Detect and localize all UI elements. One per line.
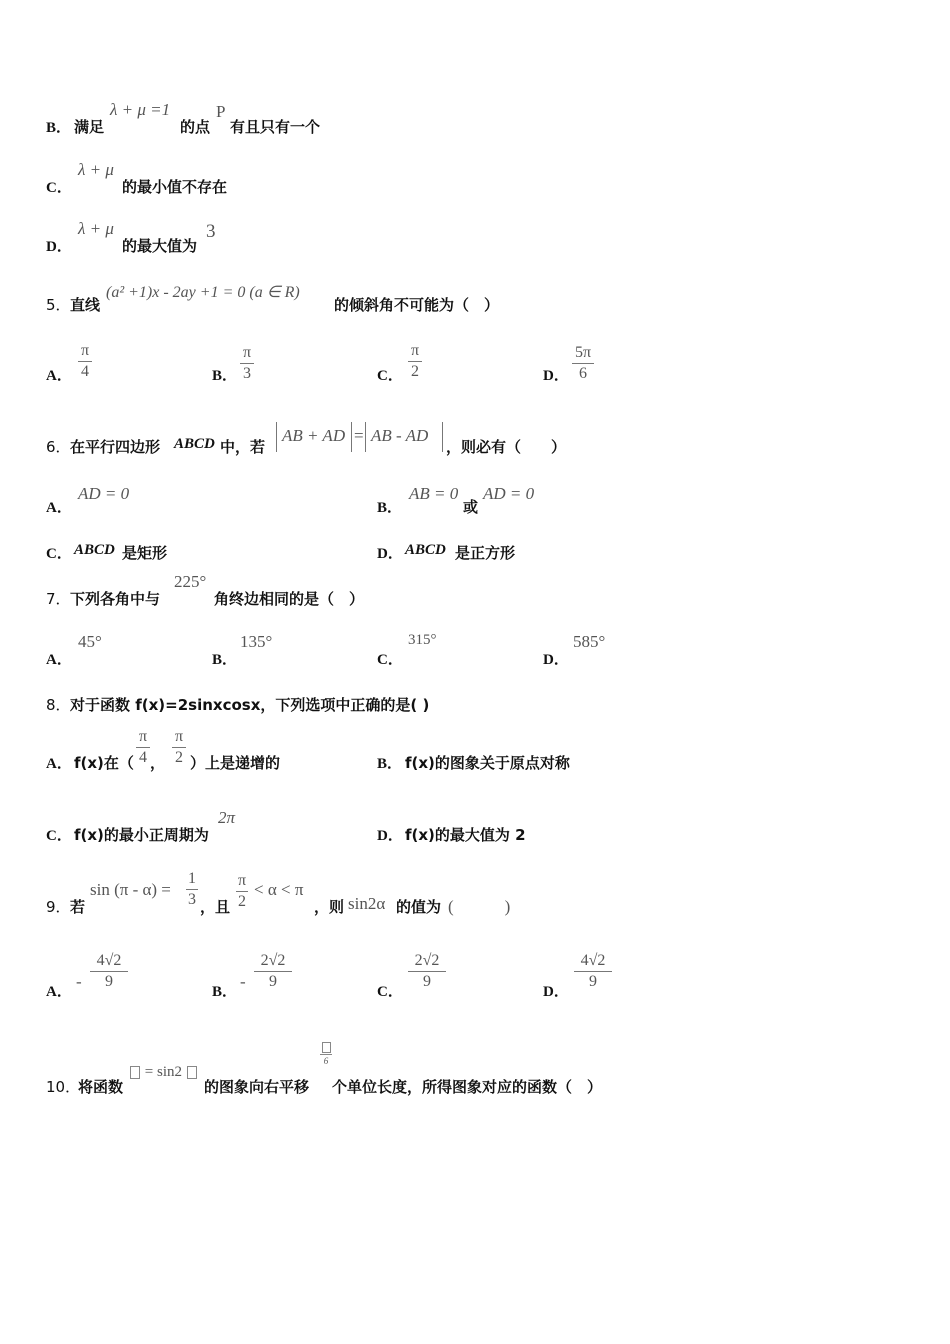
question-text: 下列各角中与 bbox=[70, 590, 161, 608]
question-number: 7． bbox=[46, 590, 71, 608]
option-text: 满足 bbox=[74, 118, 105, 136]
question-text: 中，若 bbox=[220, 438, 266, 456]
question-text: 的倾斜角不可能为（ ） bbox=[334, 296, 500, 314]
option-text: 的点 bbox=[180, 118, 211, 136]
math-expression: AD = 0 bbox=[78, 484, 130, 503]
question-text: 若 bbox=[70, 898, 86, 916]
option-letter: D． bbox=[543, 368, 569, 384]
shape-name: ABCD bbox=[405, 542, 446, 558]
fraction: π 2 bbox=[172, 728, 186, 767]
option-text: 的最小值不存在 bbox=[122, 178, 228, 196]
option-value: 45° bbox=[78, 632, 102, 651]
option-c-fraction: π 2 bbox=[408, 342, 422, 381]
math-expression: λ + μ =1 bbox=[110, 100, 171, 119]
question-number: 6． bbox=[46, 438, 71, 456]
placeholder-glyph bbox=[187, 1066, 197, 1079]
option-a-fraction: π 4 bbox=[78, 342, 92, 381]
option-letter: D． bbox=[543, 984, 569, 1000]
option-letter: A． bbox=[46, 652, 72, 668]
option-letter: C． bbox=[46, 828, 72, 844]
question-number: 8． bbox=[46, 696, 71, 714]
question-text: 将函数 bbox=[78, 1078, 124, 1096]
option-text: 是矩形 bbox=[122, 544, 168, 562]
option-letter: B． bbox=[212, 652, 238, 668]
option-letter: D． bbox=[543, 652, 569, 668]
option-letter: C． bbox=[377, 984, 403, 1000]
option-letter: B． bbox=[212, 984, 238, 1000]
answer-paren: ( ) bbox=[448, 897, 511, 916]
math-expression: λ + μ bbox=[78, 160, 114, 179]
option-text: ， bbox=[150, 754, 166, 772]
question-number: 5． bbox=[46, 296, 71, 314]
math-expression: sin (π - α) = bbox=[90, 880, 171, 899]
math-expression: 3 bbox=[206, 221, 216, 242]
math-expression: < α < π bbox=[254, 880, 304, 899]
abs-bar bbox=[442, 422, 443, 452]
option-value: 315° bbox=[408, 632, 437, 648]
option-letter: A． bbox=[46, 984, 72, 1000]
question-text: 直线 bbox=[70, 296, 101, 314]
option-sign: - bbox=[240, 972, 246, 991]
option-letter: D． bbox=[377, 828, 403, 844]
shape-name: ABCD bbox=[174, 436, 215, 452]
option-value: 135° bbox=[240, 632, 273, 651]
option-letter: D． bbox=[46, 239, 72, 255]
math-expression: AB = 0 bbox=[409, 484, 459, 503]
option-c-fraction: 2√2 9 bbox=[408, 952, 446, 991]
question-text: ，则必有（ ） bbox=[446, 438, 567, 456]
math-expression: AD = 0 bbox=[483, 484, 535, 503]
question-text: ，则 bbox=[314, 898, 345, 916]
function-expression bbox=[130, 1062, 197, 1081]
question-text: 在平行四边形 bbox=[70, 438, 161, 456]
option-text: 或 bbox=[463, 498, 479, 516]
option-text: f(x)在（ bbox=[74, 754, 134, 772]
option-text: 的最大值为 bbox=[122, 237, 198, 255]
option-text: f(x)的最大值为 2 bbox=[405, 826, 526, 844]
abs-bar bbox=[351, 422, 352, 452]
option-letter: A． bbox=[46, 368, 72, 384]
math-expression: (a² +1)x - 2ay +1 = 0 (a ∈ R) bbox=[106, 284, 300, 301]
option-text: f(x)的图象关于原点对称 bbox=[405, 754, 570, 772]
question-number: 10． bbox=[46, 1078, 81, 1096]
question-text: 角终边相同的是（ ） bbox=[214, 590, 365, 608]
option-letter: A． bbox=[46, 756, 72, 772]
option-letter: C． bbox=[377, 368, 403, 384]
option-b-fraction: 2√2 9 bbox=[254, 952, 292, 991]
question-number: 9． bbox=[46, 898, 71, 916]
option-text: f(x)的最小正周期为 bbox=[74, 826, 209, 844]
option-text: 有且只有一个 bbox=[230, 118, 321, 136]
option-text: 是正方形 bbox=[455, 544, 516, 562]
option-letter: C． bbox=[46, 546, 72, 562]
math-expression: = sin2 bbox=[144, 1064, 182, 1080]
fraction: π 4 bbox=[136, 728, 150, 767]
placeholder-glyph bbox=[130, 1066, 140, 1079]
option-value: 585° bbox=[573, 632, 606, 651]
question-text: 的图象向右平移 bbox=[204, 1078, 310, 1096]
option-letter: D． bbox=[377, 546, 403, 562]
math-expression: 225° bbox=[174, 572, 207, 591]
fraction-denominator: 6 bbox=[323, 1056, 329, 1066]
math-expression: = bbox=[354, 426, 364, 445]
question-text: 的值为 bbox=[396, 898, 442, 916]
abs-bar bbox=[365, 422, 366, 452]
option-a-fraction: 4√2 9 bbox=[90, 952, 128, 991]
abs-bar bbox=[276, 422, 277, 452]
math-expression: sin2α bbox=[348, 894, 386, 913]
option-letter: B． bbox=[377, 756, 403, 772]
math-expression: P bbox=[216, 102, 226, 121]
math-expression: 2π bbox=[218, 808, 236, 827]
option-letter: B． bbox=[46, 120, 72, 136]
option-d-fraction: 4√2 9 bbox=[574, 952, 612, 991]
math-expression: AB - AD bbox=[371, 426, 429, 445]
fraction: 1 3 bbox=[188, 870, 196, 908]
option-letter: B． bbox=[212, 368, 238, 384]
question-text: 个单位长度，所得图象对应的函数（ ） bbox=[332, 1078, 603, 1096]
option-sign: - bbox=[76, 972, 82, 991]
option-letter: A． bbox=[46, 500, 72, 516]
shift-fraction bbox=[320, 1042, 332, 1066]
option-letter: C． bbox=[377, 652, 403, 668]
option-b-fraction: π 3 bbox=[240, 344, 254, 383]
placeholder-glyph bbox=[322, 1042, 331, 1053]
question-text: 对于函数 f(x)=2sinxcosx，下列选项中正确的是( ) bbox=[70, 696, 430, 714]
math-expression: λ + μ bbox=[78, 219, 114, 238]
shape-name: ABCD bbox=[74, 542, 115, 558]
question-text: ，且 bbox=[200, 898, 231, 916]
option-d-fraction: 5π 6 bbox=[572, 344, 594, 383]
option-letter: B． bbox=[377, 500, 403, 516]
option-letter: C． bbox=[46, 180, 72, 196]
option-text: ）上是递增的 bbox=[190, 754, 281, 772]
fraction: π 2 bbox=[237, 872, 247, 910]
math-expression: AB + AD bbox=[282, 426, 346, 445]
